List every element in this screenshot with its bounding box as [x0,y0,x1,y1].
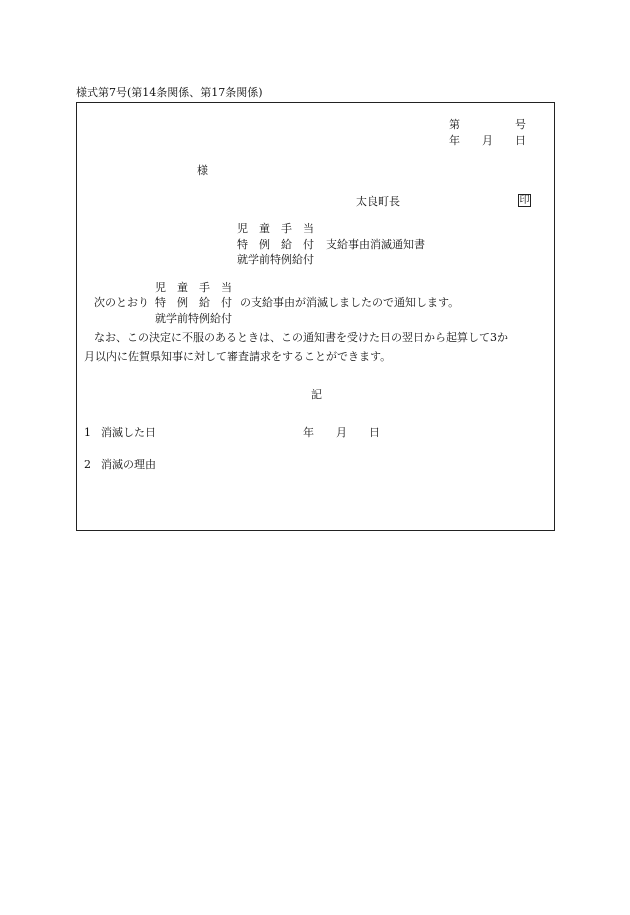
appeal-notice-line-2: 月以内に佐賀県知事に対して審査請求をすることができます。 [84,350,392,363]
title-option-2: 特 例 給 付 [237,238,314,251]
body-prefix: 次のとおり [94,296,149,309]
document-number: 第 号 [449,118,526,131]
appeal-notice-line-1: なお、この決定に不服のあるときは、この通知書を受けた日の翌日から起算して3か [94,331,508,344]
document-date: 年 月 日 [449,134,526,147]
addressee-suffix: 様 [197,164,208,177]
title-option-3: 就学前特例給付 [237,253,314,266]
issuer-name: 太良町長 [356,195,400,208]
item-1-number: 1 [84,426,91,439]
title-option-1: 児 童 手 当 [237,222,314,235]
document-title: 支給事由消滅通知書 [326,238,425,251]
ki-heading: 記 [311,388,322,401]
body-option-1: 児 童 手 当 [155,281,232,294]
item-2-label: 消滅の理由 [101,458,156,471]
item-1-date: 年 月 日 [303,426,380,439]
body-option-3: 就学前特例給付 [155,312,232,325]
body-option-2: 特 例 給 付 [155,296,232,309]
official-seal: 印 [519,195,530,206]
body-suffix: の支給事由が消滅しましたので通知します。 [240,296,460,309]
form-header: 様式第7号(第14条関係、第17条関係) [76,86,263,99]
item-1-label: 消滅した日 [101,426,156,439]
item-2-number: 2 [84,458,91,471]
